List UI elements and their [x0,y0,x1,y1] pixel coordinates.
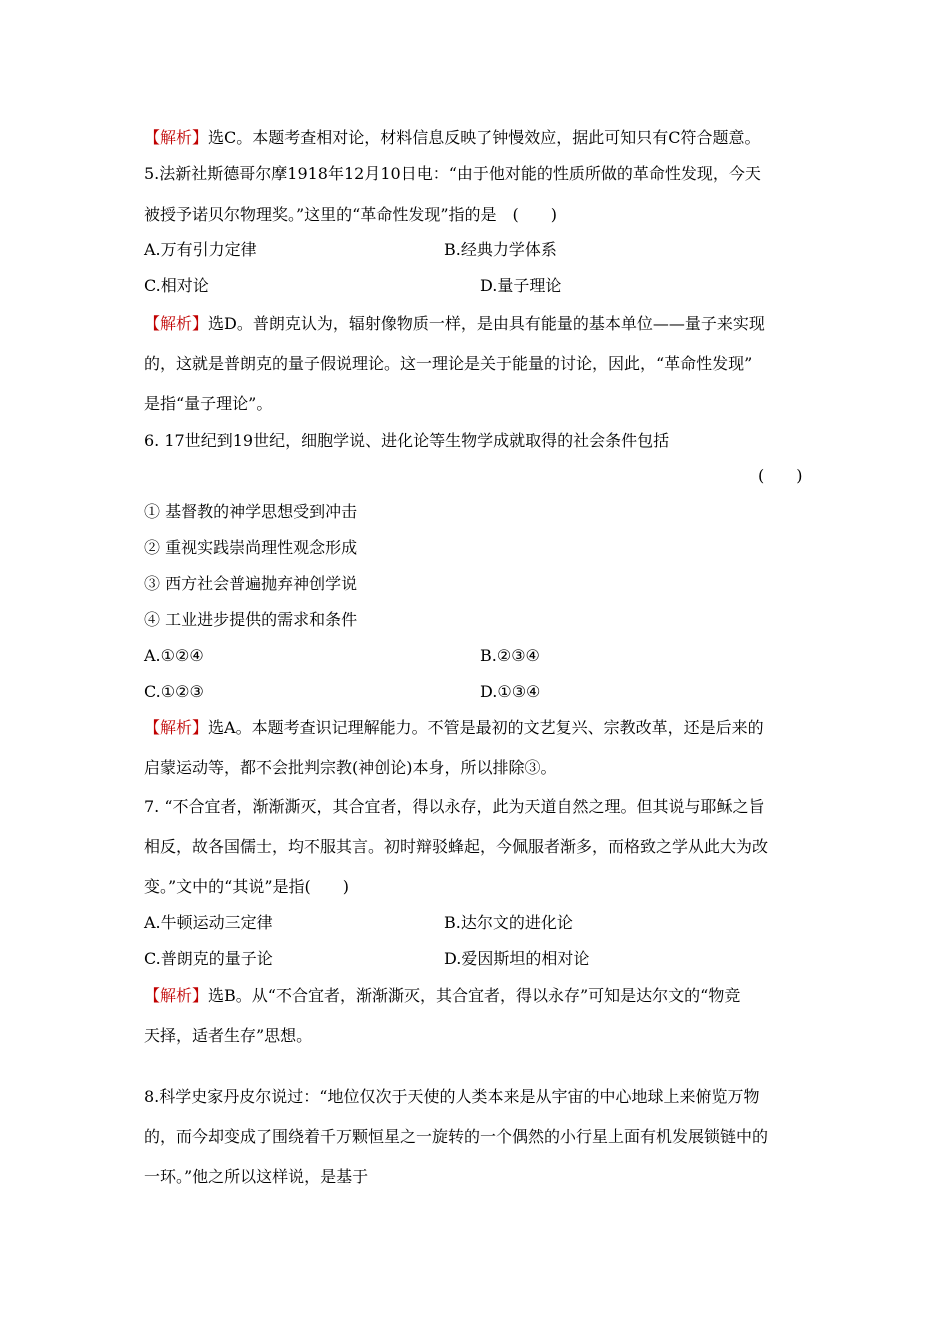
answer-5-line-2: 的，这就是普朗克的量子假说理论。这一理论是关于能量的讨论，因此，“革命性发现” [144,354,753,373]
answer-7-line-1 [144,986,740,1006]
question-7-option-b: B.达尔文的进化论 [444,913,573,932]
question-6-item-1: ① 基督教的神学思想受到冲击 [144,502,358,521]
question-6-option-d: D.①③④ [480,682,541,701]
question-8-line-2: 的，而今却变成了围绕着千万颗恒星之一旋转的一个偶然的小行星上面有机发展锁链中的 [144,1127,769,1146]
answer-5-line-1 [144,314,765,334]
question-5-option-c: C.相对论 [144,276,209,295]
question-5-option-a: A.万有引力定律 [144,240,257,259]
analysis-tag: 【解析】 [144,718,209,737]
question-6-option-c: C.①②③ [144,682,204,701]
answer-4-text: 选C。本题考查相对论，材料信息反映了钟慢效应，据此可知只有C符合题意。 [208,128,761,147]
question-6-item-4: ④ 工业进步提供的需求和条件 [144,610,358,629]
question-7-line-1: 7. “不合宜者，渐渐澌灭，其合宜者，得以永存，此为天道自然之理。但其说与耶稣之旨 [144,797,765,816]
question-5-option-b: B.经典力学体系 [444,240,557,259]
question-5-line-2: 被授予诺贝尔物理奖。”这里的“革命性发现”指的是 ( ) [144,205,558,224]
question-7-line-3: 变。”文中的“其说”是指( ) [144,877,350,896]
question-6-item-3: ③ 西方社会普遍抛弃神创学说 [144,574,358,593]
question-6-answer-paren: ( ) [758,466,803,485]
question-7-line-2: 相反，故各国儒士，均不服其言。初时辩驳蜂起，今佩服者渐多，而格致之学从此大为改 [144,837,769,856]
question-6-item-2: ② 重视实践崇尚理性观念形成 [144,538,358,557]
question-6-line-1: 6. 17世纪到19世纪，细胞学说、进化论等生物学成就取得的社会条件包括 [144,431,670,450]
answer-5-line-3: 是指“量子理论”。 [144,394,273,413]
analysis-tag: 【解析】 [144,314,209,333]
question-8-line-3: 一环。”他之所以这样说，是基于 [144,1167,369,1186]
question-7-option-d: D.爱因斯坦的相对论 [444,949,590,968]
question-8-line-1: 8.科学史家丹皮尔说过：“地位仅次于天使的人类本来是从宇宙的中心地球上来俯览万物 [144,1087,760,1106]
answer-6-line-2: 启蒙运动等，都不会批判宗教(神创论)本身，所以排除③。 [144,758,557,777]
answer-7-line-2: 天择，适者生存”思想。 [144,1026,313,1045]
analysis-tag: 【解析】 [144,128,209,147]
answer-6-text: 选A。本题考查识记理解能力。不管是最初的文艺复兴、宗教改革，还是后来的 [208,718,764,737]
question-6-option-a: A.①②④ [144,646,204,665]
analysis-tag: 【解析】 [144,986,209,1005]
answer-7-text: 选B。从“不合宜者，渐渐澌灭，其合宜者，得以永存”可知是达尔文的“物竞 [208,986,741,1005]
question-5-option-d: D.量子理论 [480,276,562,295]
answer-6-line-1 [144,718,764,738]
question-7-option-c: C.普朗克的量子论 [144,949,273,968]
answer-5-text: 选D。普朗克认为，辐射像物质一样，是由具有能量的基本单位——量子来实现 [208,314,765,333]
question-6-option-b: B.②③④ [480,646,540,665]
question-5-line-1: 5.法新社斯德哥尔摩1918年12月10日电：“由于他对能的性质所做的革命性发现，今天 [144,164,761,183]
answer-4 [144,128,761,148]
question-7-option-a: A.牛顿运动三定律 [144,913,273,932]
